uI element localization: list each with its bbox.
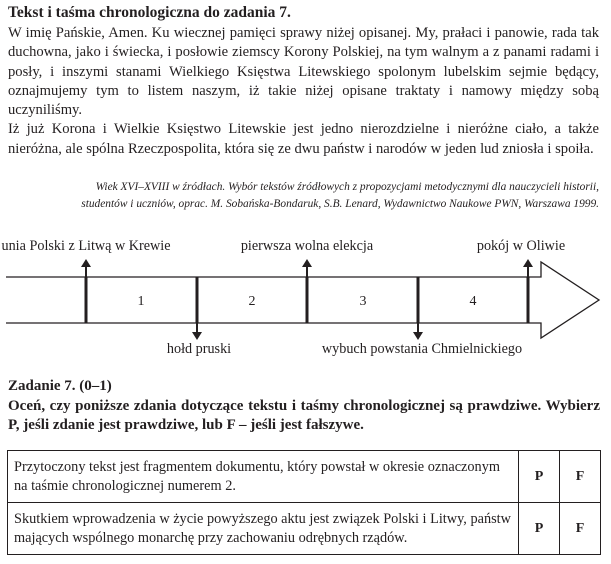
table-row	[8, 451, 601, 503]
timeline-event-label: wybuch powstania Chmielnickiego	[321, 341, 523, 357]
task-heading: Zadanie 7. (0–1)	[8, 378, 112, 394]
answer-false-option[interactable]: F	[560, 451, 601, 503]
timeline-segment-number: 4	[469, 294, 477, 309]
timeline-event-label: hołd pruski	[166, 341, 232, 357]
timeline-segment-number: 3	[359, 294, 367, 309]
task-instructions: Oceń, czy poniższe zdania dotyczące tekstu i taśmy chronologicznej są prawdziwe. Wybierz P, jeśli zdanie jest prawdziwe, lub F – jeśli jest fałszywe.	[8, 398, 600, 433]
timeline-band	[6, 262, 599, 338]
statements-table	[7, 450, 601, 555]
timeline-segment-number: 2	[248, 294, 256, 309]
citation-line: studentów i uczniów, oprac. M. Sobańska-Bondaruk, S.B. Lenard, Wydawnictwo Naukowe PWN, Warszawa 1999.	[81, 198, 599, 210]
timeline-event-label: pokój w Oliwie	[476, 238, 566, 254]
timeline-event-label: unia Polski z Litwą w Krewie	[1, 238, 171, 254]
statement-text: Przytoczony tekst jest fragmentem dokumentu, który powstał w okresie oznaczonym na taśmie chronologicznej numerem 2.	[8, 451, 519, 503]
source-paragraph: Iż już Korona i Wielkie Księstwo Litewskie jest jedno nierozdzielne i nieróżne ciało, a także nieróżna, ale spólna Rzeczpospolita, która się ze dwu państw i narodów w jeden lud zniosła i spoiła.	[8, 121, 599, 157]
statement-text: Skutkiem wprowadzenia w życie powyższego aktu jest związek Polski i Litwy, państw mających wspólnego monarchę przy zachowaniu odrębnych rządów.	[8, 503, 519, 555]
answer-false-option[interactable]: F	[560, 503, 601, 555]
timeline-event-label: pierwsza wolna elekcja	[240, 238, 374, 254]
timeline	[0, 225, 611, 360]
answer-true-option[interactable]: P	[519, 451, 560, 503]
source-citation	[8, 179, 599, 213]
table-row	[8, 503, 601, 555]
timeline-segment-number: 1	[137, 294, 145, 309]
source-paragraph: W imię Pańskie, Amen. Ku wiecznej pamięci sprawy niżej opisanej. My, prałaci i panowie, rada tak duchowna, jako i świecka, i posłowie ziemscy Korony Polskiej, na tym walnym a z panami radami i posły, i inszymi stanami Wielkiego Księstwa Litewskiego spolonym lubelskim sejmie będący, oznajmujemy tym to listem naszym, iż takie niżej opisane traktaty i namowy między sobą uczyniliśmy.	[8, 25, 599, 119]
source-text	[8, 24, 599, 159]
answer-true-option[interactable]: P	[519, 503, 560, 555]
citation-line: Wiek XVI–XVIII w źródłach. Wybór tekstów źródłowych z propozycjami metodycznymi dla nauczycieli historii,	[95, 181, 599, 193]
page-title: Tekst i taśma chronologiczna do zadania 7.	[8, 4, 291, 21]
